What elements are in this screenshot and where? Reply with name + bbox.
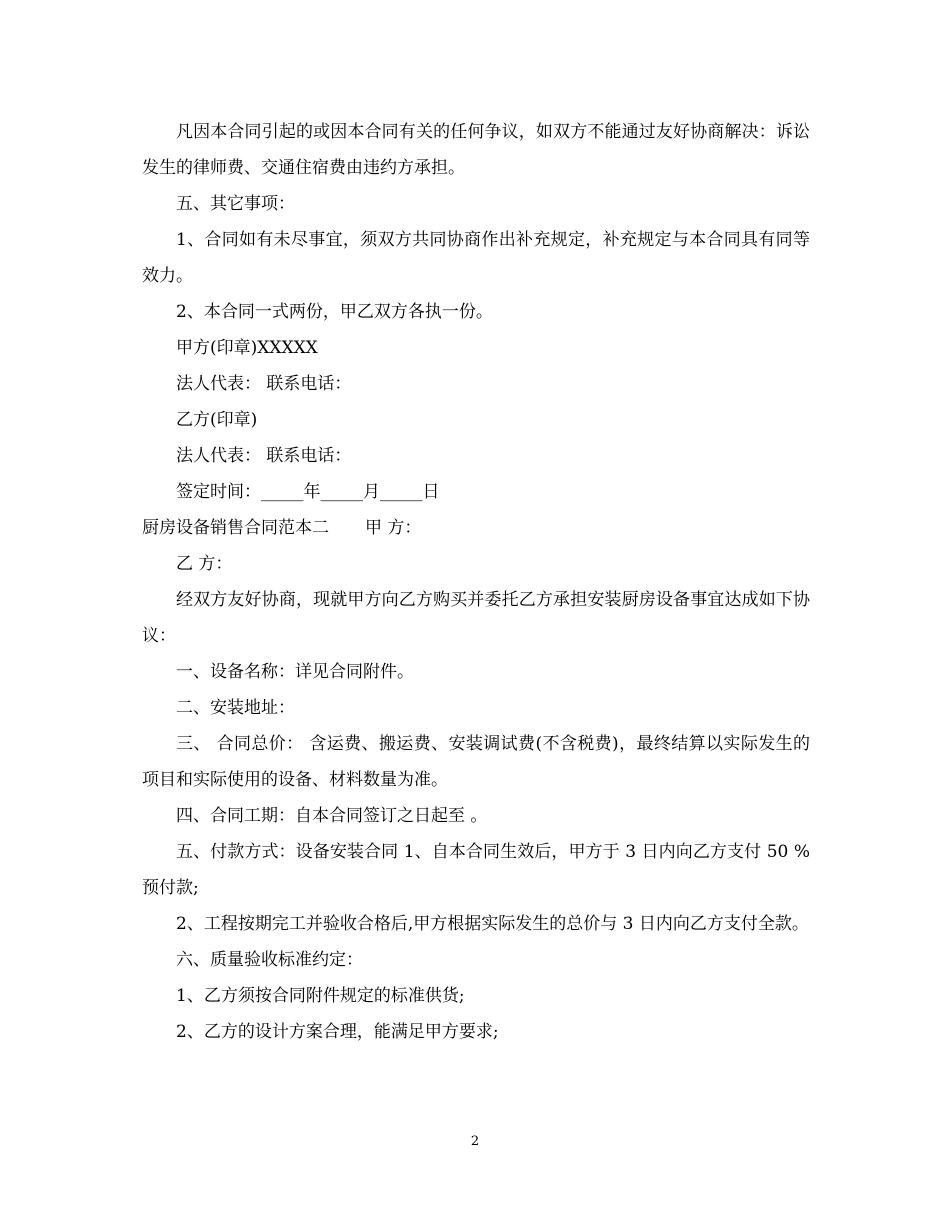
contract-title-line [142, 510, 810, 546]
party-a-label: 甲 方： [365, 518, 422, 538]
document-body [142, 114, 810, 1050]
paragraph-quality-2: 2、乙方的设计方案合理，能满足甲方要求; [176, 1022, 499, 1042]
paragraph-party-b-label: 乙 方： [176, 554, 233, 574]
paragraph-other-matters-2: 2、本合同一式两份，甲乙双方各执一份。 [176, 302, 493, 322]
contract-title: 厨房设备销售合同范本二 [142, 518, 329, 538]
page-number: 2 [470, 1134, 480, 1149]
paragraph-quality-heading: 六、质量验收标准约定： [176, 950, 363, 970]
paragraph-equipment-name: 一、设备名称：详见合同附件。 [176, 662, 414, 682]
paragraph-contract-price: 三、 合同总价： 含运费、搬运费、安装调试费(不含税费)，最终结算以实际发生的项目和实际使用的设备、材料数量为准。 [142, 734, 810, 790]
paragraph-payment-method: 五、付款方式：设备安装合同 1、自本合同生效后，甲方于 3 日内向乙方支付 50 %预付款; [142, 842, 810, 898]
paragraph-signing-date: 签定时间：_____年_____月_____日 [176, 482, 440, 502]
paragraph-dispute: 凡因本合同引起的或因本合同有关的任何争议，如双方不能通过友好协商解决：诉讼发生的律师费、交通住宿费由违约方承担。 [142, 122, 810, 178]
paragraph-party-b-representative: 法人代表： 联系电话： [176, 446, 352, 466]
paragraph-other-matters-heading: 五、其它事项： [176, 194, 295, 214]
paragraph-agreement-intro: 经双方友好协商，现就甲方向乙方购买并委托乙方承担安装厨房设备事宜达成如下协议： [142, 590, 810, 646]
paragraph-quality-1: 1、乙方须按合同附件规定的标准供货; [176, 986, 465, 1006]
paragraph-party-a-representative: 法人代表： 联系电话： [176, 374, 352, 394]
paragraph-party-b-seal: 乙方(印章) [176, 410, 258, 430]
paragraph-install-address: 二、安装地址： [176, 698, 295, 718]
paragraph-other-matters-1: 1、合同如有未尽事宜，须双方共同协商作出补充规定，补充规定与本合同具有同等效力。 [142, 230, 810, 286]
paragraph-payment-final: 2、工程按期完工并验收合格后,甲方根据实际发生的总价与 3 日内向乙方支付全款。 [176, 914, 809, 934]
paragraph-contract-period: 四、合同工期：自本合同签订之日起至 。 [176, 806, 488, 826]
paragraph-party-a-seal: 甲方(印章)XXXXX [176, 338, 318, 358]
